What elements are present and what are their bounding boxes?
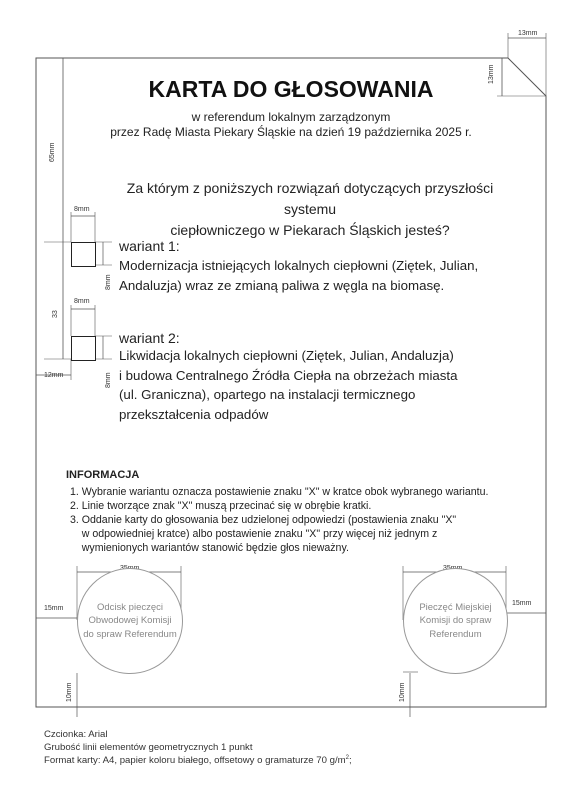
question-line-1: Za którym z poniższych rozwiązań dotyczących przyszłości systemu — [126, 180, 494, 217]
stamp-right-line-2: Komisji do spraw — [419, 615, 492, 627]
dim-stamp-right-bottom: 10mm — [399, 682, 406, 702]
info-item-3: 3. Oddanie karty do głosowania bez udzielonej odpowiedzi (postawienia znaku "X" — [70, 514, 457, 526]
variant-2-line-3: (ul. Graniczna), opartego na instalacji termicznego — [119, 387, 416, 402]
dim-box2-height: 8mm — [105, 372, 112, 388]
dim-stamp-left-bottom: 10mm — [66, 682, 73, 702]
referendum-question — [110, 178, 510, 241]
footer-format — [44, 755, 352, 766]
variant-1-checkbox[interactable] — [71, 242, 96, 267]
dim-box-spacing: 33 — [52, 310, 59, 318]
stamp-circle-right — [403, 568, 508, 674]
footer-line-weight: Grubość linii elementów geometrycznych 1 punkt — [44, 742, 253, 753]
footer-format-tail: ; — [348, 755, 352, 767]
footer-format-sup: 2 — [345, 755, 349, 761]
variant-1-line-1: Modernizacja istniejących lokalnych ciepłowni (Ziętek, Julian, — [119, 258, 479, 273]
info-item-1: 1. Wybranie wariantu oznacza postawienie znaku "X" w kratce obok wybranego wariantu. — [70, 486, 489, 498]
stamp-left-line-3: do spraw Referendum — [83, 628, 177, 640]
dim-stamp-left-margin: 15mm — [44, 605, 64, 612]
stamp-circle-left — [77, 568, 183, 674]
dim-stamp-right-margin: 15mm — [512, 600, 532, 607]
variant-2-checkbox[interactable] — [71, 336, 96, 361]
info-item-2: 2. Linie tworzące znak "X" muszą przecinać się w obrębie kratki. — [70, 500, 372, 512]
variant-1 — [119, 238, 519, 295]
dim-corner-v: 13mm — [488, 64, 495, 84]
variant-2 — [119, 330, 519, 424]
footer-format-text: Format karty: A4, papier koloru białego, offsetowy o gramaturze 70 g/m — [44, 755, 346, 767]
dim-corner-h: 13mm — [518, 30, 538, 37]
variant-1-line-2: Andaluzja) wraz ze zmianą paliwa z węgla na biomasę. — [119, 277, 445, 293]
stamp-right-line-3: Referendum — [429, 628, 482, 640]
subtitle-line-1: w referendum lokalnym zarządzonym — [191, 110, 391, 124]
info-item-3-cont-1: w odpowiedniej kratce) albo postawienie znaku "X" przy więcej niż jednym z — [70, 528, 438, 540]
stamp-left-line-2: Obwodowej Komisji — [88, 615, 172, 627]
dim-box1-height: 8mm — [105, 274, 112, 290]
dim-left-margin: 12mm — [44, 372, 64, 379]
stamp-right-line-1: Pieczęć Miejskiej — [419, 601, 492, 613]
variant-2-line-1: Likwidacja lokalnych ciepłowni (Ziętek, Julian, Andaluzja) — [119, 348, 454, 363]
dim-box1-width: 8mm — [74, 206, 90, 213]
subtitle-line-2: przez Radę Miasta Piekary Śląskie na dzień 19 października 2025 r. — [110, 125, 472, 139]
dim-top-margin: 65mm — [49, 142, 56, 162]
card-title: KARTA DO GŁOSOWANIA — [148, 76, 434, 102]
variant-1-heading: wariant 1: — [119, 238, 180, 254]
variant-2-heading: wariant 2: — [119, 330, 180, 346]
info-title: INFORMACJA — [66, 469, 140, 481]
stamp-left-line-1: Odcisk pieczęci — [97, 601, 163, 613]
variant-2-line-2: i budowa Centralnego Źródła Ciepła na obrzeżach miasta — [119, 367, 458, 383]
footer-font: Czcionka: Arial — [44, 729, 108, 740]
question-line-2: ciepłowniczego w Piekarach Śląskich jesteś? — [170, 222, 450, 238]
variant-2-line-4: przekształcenia odpadów — [119, 406, 269, 422]
info-item-3-cont-2: wymienionych wariantów stanowić będzie głos nieważny. — [70, 542, 349, 554]
dim-box2-width: 8mm — [74, 298, 90, 305]
